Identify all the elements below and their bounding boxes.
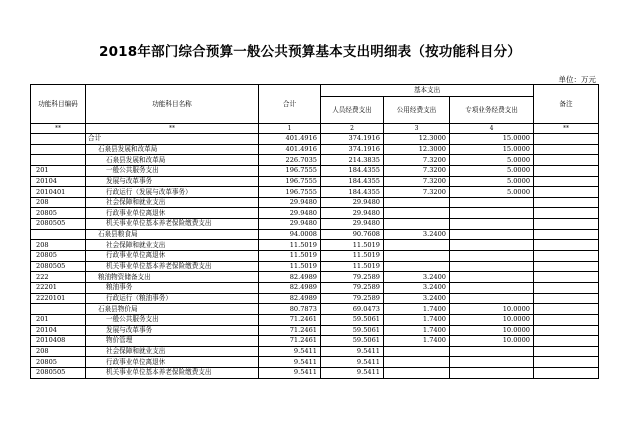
special-cell: 5.0000 <box>450 187 534 198</box>
remark-cell <box>534 304 599 315</box>
personnel-cell: 69.0473 <box>321 304 384 315</box>
name-cell: 一般公共服务支出 <box>86 165 259 176</box>
table-row <box>31 357 599 368</box>
personnel-cell: 59.5061 <box>321 336 384 347</box>
name-cell: 行政事业单位离退休 <box>86 208 259 219</box>
public-cell: 1.7400 <box>384 336 450 347</box>
table-row <box>31 240 599 251</box>
table-row <box>31 325 599 336</box>
index-cell: ** <box>534 124 599 134</box>
index-cell: 2 <box>321 124 384 134</box>
code-cell: 208 <box>31 197 86 208</box>
total-cell: 401.4916 <box>259 134 321 145</box>
total-cell: 401.4916 <box>259 144 321 155</box>
unit-label: 单位：万元 <box>558 75 596 84</box>
code-cell <box>31 134 86 145</box>
table-row <box>31 261 599 272</box>
index-cell: 1 <box>259 124 321 134</box>
public-cell: 3.2400 <box>384 293 450 304</box>
table-row <box>31 293 599 304</box>
name-cell: 行政运行（粮油事务） <box>86 293 259 304</box>
remark-cell <box>534 176 599 187</box>
public-cell: 1.7400 <box>384 325 450 336</box>
remark-cell <box>534 219 599 230</box>
table-row <box>31 282 599 293</box>
total-cell: 11.5019 <box>259 251 321 262</box>
personnel-cell: 79.2589 <box>321 272 384 283</box>
total-cell: 82.4989 <box>259 282 321 293</box>
special-cell <box>450 251 534 262</box>
remark-cell <box>534 272 599 283</box>
remark-cell <box>534 208 599 219</box>
personnel-cell: 9.5411 <box>321 346 384 357</box>
personnel-cell: 374.1916 <box>321 144 384 155</box>
code-cell: 2010408 <box>31 336 86 347</box>
table-body <box>31 134 599 379</box>
name-cell: 机关事业单位基本养老保险缴费支出 <box>86 261 259 272</box>
header-personnel: 人员经费支出 <box>321 97 384 124</box>
personnel-cell: 59.5061 <box>321 325 384 336</box>
personnel-cell: 29.9480 <box>321 197 384 208</box>
index-cell: ** <box>31 124 86 134</box>
name-cell: 石泉县物价局 <box>86 304 259 315</box>
remark-cell <box>534 314 599 325</box>
remark-cell <box>534 144 599 155</box>
special-cell <box>450 208 534 219</box>
code-cell: 20805 <box>31 208 86 219</box>
name-cell: 机关事业单位基本养老保险缴费支出 <box>86 219 259 230</box>
total-cell: 82.4989 <box>259 272 321 283</box>
code-cell: 208 <box>31 240 86 251</box>
header-special: 专项业务经费支出 <box>450 97 534 124</box>
special-cell <box>450 229 534 240</box>
code-cell: 20805 <box>31 251 86 262</box>
total-cell: 11.5019 <box>259 240 321 251</box>
special-cell: 5.0000 <box>450 165 534 176</box>
remark-cell <box>534 261 599 272</box>
header-name: 功能科目名称 <box>86 85 259 124</box>
total-cell: 9.5411 <box>259 346 321 357</box>
personnel-cell: 79.2589 <box>321 293 384 304</box>
public-cell: 3.2400 <box>384 272 450 283</box>
total-cell: 71.2461 <box>259 336 321 347</box>
personnel-cell: 29.9480 <box>321 219 384 230</box>
table-row <box>31 208 599 219</box>
index-cell: ** <box>86 124 259 134</box>
header-basic: 基本支出 <box>321 85 534 97</box>
index-cell: 4 <box>450 124 534 134</box>
name-cell: 行政事业单位离退休 <box>86 357 259 368</box>
public-cell <box>384 251 450 262</box>
special-cell <box>450 293 534 304</box>
name-cell: 社会保障和就业支出 <box>86 240 259 251</box>
personnel-cell: 9.5411 <box>321 357 384 368</box>
table-row <box>31 144 599 155</box>
code-cell: 201 <box>31 314 86 325</box>
total-cell: 82.4989 <box>259 293 321 304</box>
public-cell <box>384 346 450 357</box>
special-cell: 15.0000 <box>450 144 534 155</box>
public-cell <box>384 357 450 368</box>
special-cell: 5.0000 <box>450 155 534 166</box>
remark-cell <box>534 357 599 368</box>
public-cell: 12.3000 <box>384 134 450 145</box>
index-cell: 3 <box>384 124 450 134</box>
special-cell <box>450 261 534 272</box>
name-cell: 行政运行（发展与改革事务） <box>86 187 259 198</box>
code-cell: 2080505 <box>31 261 86 272</box>
remark-cell <box>534 165 599 176</box>
code-cell: 20104 <box>31 325 86 336</box>
personnel-cell: 59.5061 <box>321 314 384 325</box>
remark-cell <box>534 155 599 166</box>
code-cell: 2080505 <box>31 219 86 230</box>
public-cell: 7.3200 <box>384 165 450 176</box>
special-cell: 15.0000 <box>450 134 534 145</box>
public-cell: 1.7400 <box>384 314 450 325</box>
total-cell: 196.7555 <box>259 187 321 198</box>
personnel-cell: 184.4355 <box>321 165 384 176</box>
personnel-cell: 11.5019 <box>321 240 384 251</box>
public-cell: 1.7400 <box>384 304 450 315</box>
special-cell <box>450 357 534 368</box>
name-cell: 机关事业单位基本养老保险缴费支出 <box>86 368 259 379</box>
personnel-cell: 11.5019 <box>321 261 384 272</box>
name-cell: 社会保障和就业支出 <box>86 197 259 208</box>
total-cell: 196.7555 <box>259 176 321 187</box>
remark-cell <box>534 240 599 251</box>
special-cell <box>450 272 534 283</box>
public-cell <box>384 197 450 208</box>
remark-cell <box>534 187 599 198</box>
code-cell <box>31 304 86 315</box>
total-cell: 196.7555 <box>259 165 321 176</box>
name-cell: 石泉县发展和改革局 <box>86 144 259 155</box>
remark-cell <box>534 293 599 304</box>
table-row <box>31 314 599 325</box>
public-cell: 3.2400 <box>384 282 450 293</box>
special-cell: 5.0000 <box>450 176 534 187</box>
public-cell: 7.3200 <box>384 176 450 187</box>
public-cell: 7.3200 <box>384 187 450 198</box>
special-cell <box>450 368 534 379</box>
remark-cell <box>534 368 599 379</box>
total-cell: 80.7873 <box>259 304 321 315</box>
personnel-cell: 11.5019 <box>321 251 384 262</box>
personnel-cell: 90.7608 <box>321 229 384 240</box>
special-cell: 10.0000 <box>450 325 534 336</box>
table-row <box>31 134 599 145</box>
code-cell: 208 <box>31 346 86 357</box>
budget-table <box>30 84 599 379</box>
total-cell: 29.9480 <box>259 208 321 219</box>
remark-cell <box>534 251 599 262</box>
table-row <box>31 346 599 357</box>
remark-cell <box>534 346 599 357</box>
name-cell: 物价管理 <box>86 336 259 347</box>
total-cell: 29.9480 <box>259 219 321 230</box>
personnel-cell: 184.4355 <box>321 176 384 187</box>
personnel-cell: 374.1916 <box>321 134 384 145</box>
remark-cell <box>534 134 599 145</box>
header-total: 合计 <box>259 85 321 124</box>
special-cell <box>450 240 534 251</box>
name-cell: 一般公共服务支出 <box>86 314 259 325</box>
header-remark: 备注 <box>534 85 599 124</box>
name-cell: 社会保障和就业支出 <box>86 346 259 357</box>
header-public: 公用经费支出 <box>384 97 450 124</box>
remark-cell <box>534 229 599 240</box>
table-row <box>31 176 599 187</box>
total-cell: 94.0008 <box>259 229 321 240</box>
total-cell: 29.9480 <box>259 197 321 208</box>
total-cell: 9.5411 <box>259 368 321 379</box>
code-cell: 2220101 <box>31 293 86 304</box>
page-title: 2018年部门综合预算一般公共预算基本支出明细表（按功能科目分） <box>99 44 521 60</box>
public-cell <box>384 219 450 230</box>
index-row <box>31 124 599 134</box>
table-row <box>31 272 599 283</box>
public-cell: 3.2400 <box>384 229 450 240</box>
code-cell <box>31 144 86 155</box>
name-cell: 石泉县粮食局 <box>86 229 259 240</box>
special-cell <box>450 219 534 230</box>
table-row <box>31 229 599 240</box>
table-row <box>31 336 599 347</box>
personnel-cell: 214.3835 <box>321 155 384 166</box>
personnel-cell: 184.4355 <box>321 187 384 198</box>
public-cell <box>384 208 450 219</box>
code-cell: 22201 <box>31 282 86 293</box>
name-cell: 发展与改革事务 <box>86 325 259 336</box>
total-cell: 9.5411 <box>259 357 321 368</box>
remark-cell <box>534 336 599 347</box>
special-cell: 10.0000 <box>450 336 534 347</box>
personnel-cell: 29.9480 <box>321 208 384 219</box>
code-cell: 201 <box>31 165 86 176</box>
remark-cell <box>534 282 599 293</box>
code-cell <box>31 229 86 240</box>
code-cell: 2080505 <box>31 368 86 379</box>
personnel-cell: 9.5411 <box>321 368 384 379</box>
public-cell <box>384 368 450 379</box>
public-cell <box>384 261 450 272</box>
name-cell: 行政事业单位离退休 <box>86 251 259 262</box>
name-cell: 粮油物资储备支出 <box>86 272 259 283</box>
special-cell: 10.0000 <box>450 304 534 315</box>
special-cell <box>450 346 534 357</box>
public-cell: 7.3200 <box>384 155 450 166</box>
table-row <box>31 165 599 176</box>
name-cell: 粮油事务 <box>86 282 259 293</box>
total-cell: 226.7035 <box>259 155 321 166</box>
name-cell: 合计 <box>86 134 259 145</box>
special-cell: 10.0000 <box>450 314 534 325</box>
code-cell: 20805 <box>31 357 86 368</box>
table-row <box>31 187 599 198</box>
public-cell <box>384 240 450 251</box>
total-cell: 71.2461 <box>259 325 321 336</box>
special-cell <box>450 197 534 208</box>
code-cell: 20104 <box>31 176 86 187</box>
code-cell: 222 <box>31 272 86 283</box>
total-cell: 71.2461 <box>259 314 321 325</box>
code-cell: 2010401 <box>31 187 86 198</box>
table-row <box>31 304 599 315</box>
public-cell: 12.3000 <box>384 144 450 155</box>
remark-cell <box>534 197 599 208</box>
table-row <box>31 197 599 208</box>
name-cell: 石泉县发展和改革局 <box>86 155 259 166</box>
header-code: 功能科目编码 <box>31 85 86 124</box>
name-cell: 发展与改革事务 <box>86 176 259 187</box>
table-row <box>31 155 599 166</box>
special-cell <box>450 282 534 293</box>
personnel-cell: 79.2589 <box>321 282 384 293</box>
remark-cell <box>534 325 599 336</box>
total-cell: 11.5019 <box>259 261 321 272</box>
table-row <box>31 251 599 262</box>
table-row <box>31 219 599 230</box>
code-cell <box>31 155 86 166</box>
table-row <box>31 368 599 379</box>
